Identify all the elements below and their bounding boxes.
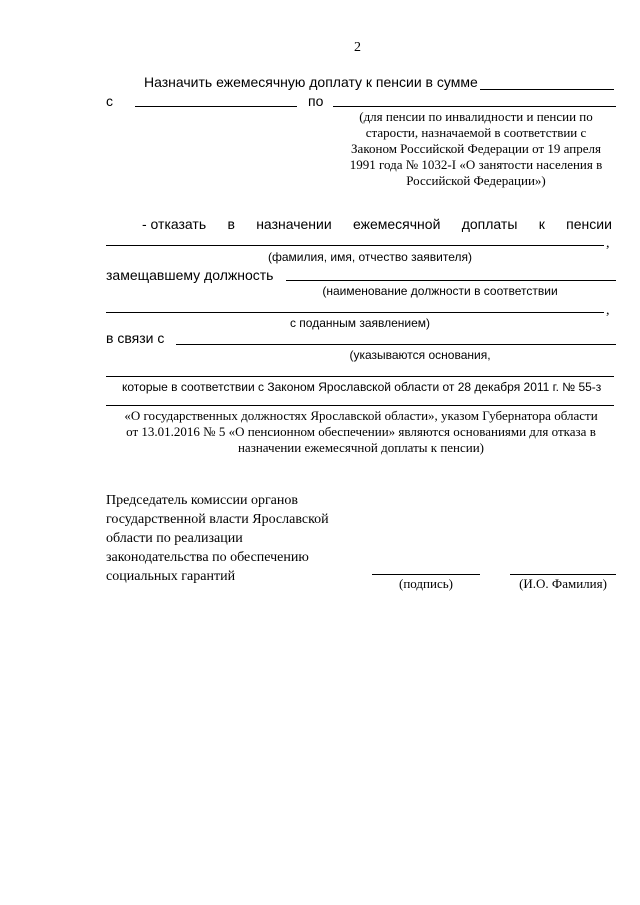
- page-number: 2: [354, 40, 361, 55]
- reason-continuation-line[interactable]: [106, 376, 614, 377]
- to-label: по: [308, 93, 324, 109]
- law-continuation-line: от 13.01.2016 № 5 «О пенсионном обеспечении» являются основаниями для отказа в: [126, 424, 596, 439]
- assign-note-line: Законом Российской Федерации от 19 апреля: [351, 141, 601, 156]
- assign-note-line: (для пенсии по инвалидности и пенсии по: [359, 109, 593, 124]
- name-line[interactable]: [510, 574, 616, 575]
- position-comma: ,: [606, 303, 610, 318]
- position-label: замещавшему должность: [106, 267, 274, 283]
- chair-title-line: Председатель комиссии органов: [106, 493, 299, 508]
- assign-note: [336, 109, 616, 189]
- applicant-name-caption: (фамилия, имя, отчество заявителя): [268, 250, 472, 264]
- law-line: которые в соответствии с Законом Ярославской области от 28 декабря 2011 г. № 55-з: [122, 380, 602, 394]
- refuse-word: пенсии: [566, 216, 612, 232]
- chair-title-line: социальных гарантий: [106, 569, 236, 584]
- signature-line[interactable]: [372, 574, 480, 575]
- assign-note-line: старости, назначаемой в соответствии с: [365, 125, 587, 140]
- reason-label: в связи с: [106, 330, 165, 346]
- position-continuation-line[interactable]: [106, 312, 604, 313]
- name-caption: (И.О. Фамилия): [519, 576, 607, 591]
- refuse-word: в: [227, 216, 235, 232]
- refuse-word: к: [538, 216, 545, 232]
- signature-caption: (подпись): [399, 576, 453, 591]
- chair-title: [106, 491, 329, 586]
- refuse-row: [142, 216, 612, 232]
- applicant-comma: ,: [606, 236, 610, 251]
- law-continuation-line: назначении ежемесячной доплаты к пенсии): [237, 440, 485, 455]
- from-label: с: [106, 93, 113, 109]
- chair-title-line: государственной власти Ярославской: [106, 512, 329, 527]
- law-underline[interactable]: [106, 405, 614, 406]
- refuse-word: доплаты: [461, 216, 518, 232]
- reason-line[interactable]: [176, 344, 616, 345]
- refuse-word: назначении: [256, 216, 332, 232]
- position-caption: (наименование должности в соответствии: [322, 284, 558, 298]
- to-date-line[interactable]: [333, 106, 616, 107]
- applicant-name-line[interactable]: [106, 245, 604, 246]
- refuse-word: - отказать: [142, 216, 207, 232]
- from-date-line[interactable]: [135, 106, 297, 107]
- assign-note-line: 1991 года № 1032-I «О занятости населения в: [349, 157, 603, 172]
- position-line[interactable]: [286, 280, 616, 281]
- reason-caption: (указываются основания,: [349, 348, 491, 362]
- statement-caption: с поданным заявлением): [289, 316, 431, 330]
- law-continuation: [106, 408, 616, 456]
- chair-title-line: области по реализации: [106, 531, 243, 546]
- assign-note-line: Российской Федерации»): [406, 173, 546, 188]
- law-continuation-line: «О государственных должностях Ярославской области», указом Губернатора области: [124, 408, 598, 423]
- refuse-word: ежемесячной: [352, 216, 441, 232]
- chair-title-line: законодательства по обеспечению: [106, 550, 309, 565]
- amount-field-line[interactable]: [480, 89, 614, 90]
- assign-text: Назначить ежемесячную доплату к пенсии в сумме: [144, 74, 478, 90]
